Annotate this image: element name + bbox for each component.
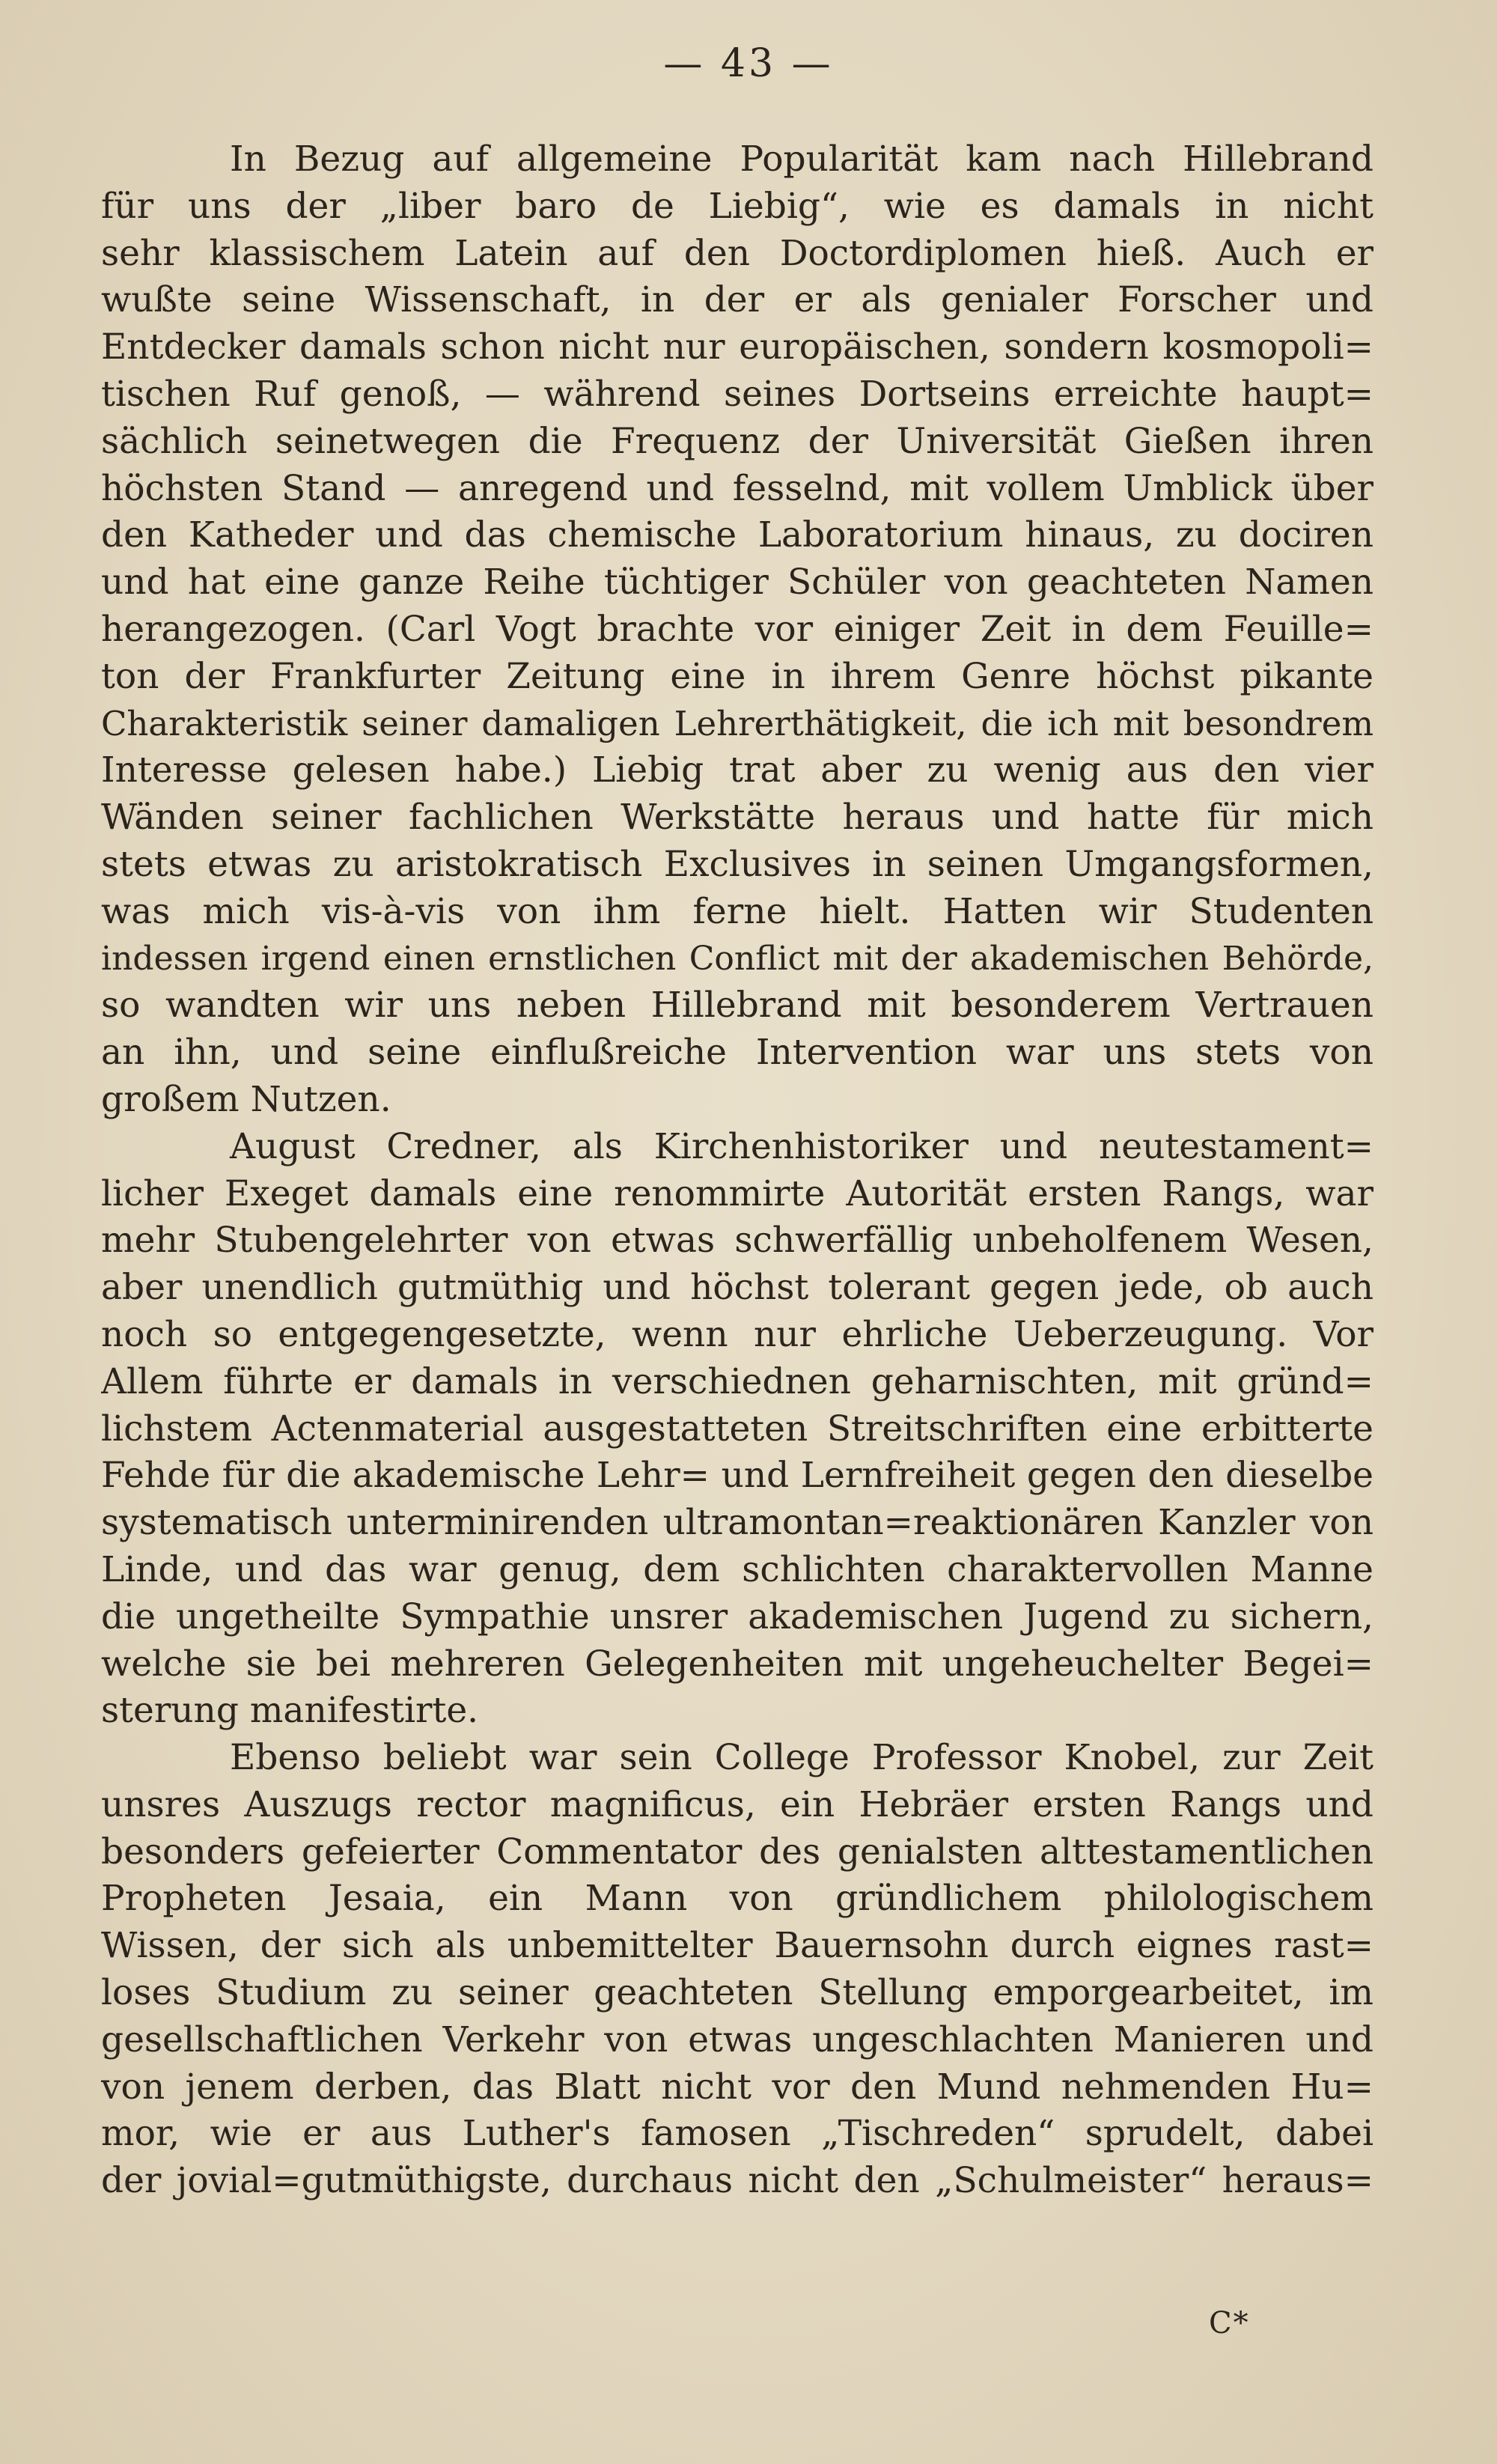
text-line: Fehde für die akademische Lehr= und Lernfreiheit gegen den dieselbe	[101, 1455, 1373, 1497]
paragraph-liebig	[101, 136, 1373, 1124]
text-line: großem Nutzen.	[101, 1078, 391, 1120]
text-line: die ungetheilte Sympathie unsrer akademischen Jugend zu sichern,	[101, 1595, 1373, 1637]
text-line: welche sie bei mehreren Gelegenheiten mit ungeheuchelter Begei=	[101, 1643, 1373, 1685]
text-line: Ebenso beliebt war sein College Professor Knobel, zur Zeit	[230, 1737, 1373, 1779]
text-line: der jovial=gutmüthigste, durchaus nicht den „Schulmeister“ heraus=	[101, 2160, 1373, 2202]
text-line: an ihn, und seine einflußreiche Intervention war uns stets von	[101, 1032, 1373, 1074]
page-number: — 43 —	[663, 41, 834, 86]
text-line: so wandten wir uns neben Hillebrand mit besonderem Vertrauen	[101, 985, 1373, 1026]
text-line: sterung manifestirte.	[101, 1690, 479, 1732]
text-line: gesellschaftlichen Verkehr von etwas ungeschlachten Manieren und	[101, 2019, 1373, 2060]
text-line: tischen Ruf genoß, — während seines Dortseins erreichte haupt=	[101, 373, 1373, 415]
text-line: von jenem derben, das Blatt nicht vor den Mund nehmenden Hu=	[101, 2066, 1373, 2108]
text-line: Linde, und das war genug, dem schlichten charaktervollen Manne	[101, 1548, 1373, 1590]
text-line: den Katheder und das chemische Laboratorium hinaus, zu dociren	[101, 514, 1373, 556]
text-line: noch so entgegengesetzte, wenn nur ehrliche Ueberzeugung. Vor	[101, 1313, 1373, 1355]
text-line: herangezogen. (Carl Vogt brachte vor einiger Zeit in dem Feuille=	[101, 608, 1373, 650]
text-line: unsres Auszugs rector magnificus, ein Hebräer ersten Rangs und	[101, 1783, 1373, 1825]
body-text	[101, 136, 1373, 2205]
text-line: licher Exeget damals eine renommirte Autorität ersten Rangs, war	[101, 1172, 1373, 1214]
text-line: In Bezug auf allgemeine Popularität kam nach Hillebrand	[230, 139, 1373, 180]
text-line: für uns der „liber baro de Liebig“, wie es damals in nicht	[101, 185, 1373, 227]
text-line: ton der Frankfurter Zeitung eine in ihrem Genre höchst pikante	[101, 655, 1373, 697]
text-line: was mich vis-à-vis von ihm ferne hielt. Hatten wir Studenten	[101, 890, 1373, 932]
text-line: Allem führte er damals in verschiednen geharnischten, mit gründ=	[101, 1360, 1373, 1402]
text-line: Wissen, der sich als unbemittelter Bauernsohn durch eignes rast=	[101, 1925, 1373, 1967]
text-line: Interesse gelesen habe.) Liebig trat aber zu wenig aus den vier	[101, 749, 1373, 791]
text-line: besonders gefeierter Commentator des genialsten alttestamentlichen	[101, 1831, 1373, 1873]
paragraph-knobel	[101, 1735, 1373, 2205]
text-line: Entdecker damals schon nicht nur europäischen, sondern kosmopoli=	[101, 326, 1373, 368]
text-line: und hat eine ganze Reihe tüchtiger Schüler von geachteten Namen	[101, 562, 1373, 603]
text-line: sehr klassischem Latein auf den Doctordiplomen hieß. Auch er	[101, 232, 1373, 274]
text-line: mehr Stubengelehrter von etwas schwerfällig unbeholfenem Wesen,	[101, 1220, 1373, 1262]
text-line: wußte seine Wissenschaft, in der er als genialer Forscher und	[101, 279, 1373, 321]
text-line: Charakteristik seiner damaligen Lehrerthätigkeit, die ich mit besondrem	[101, 703, 1373, 743]
text-line: stets etwas zu aristokratisch Exclusives in seinen Umgangsformen,	[101, 843, 1373, 885]
text-line: mor, wie er aus Luther's famosen „Tischreden“ sprudelt, dabei	[101, 2113, 1373, 2155]
text-line: loses Studium zu seiner geachteten Stellung emporgearbeitet, im	[101, 1972, 1373, 2014]
text-line: aber unendlich gutmüthig und höchst tolerant gegen jede, ob auch	[101, 1267, 1373, 1309]
text-line: August Credner, als Kirchenhistoriker und neutestament=	[230, 1125, 1373, 1167]
text-line: Propheten Jesaia, ein Mann von gründlichem philologischem	[101, 1878, 1373, 1920]
text-line: lichstem Actenmaterial ausgestatteten Streitschriften eine erbitterte	[101, 1408, 1373, 1449]
paragraph-credner	[101, 1124, 1373, 1735]
signature-mark: C*	[1209, 2306, 1250, 2340]
text-line: höchsten Stand — anregend und fesselnd, mit vollem Umblick über	[101, 467, 1373, 509]
text-line: sächlich seinetwegen die Frequenz der Universität Gießen ihren	[101, 420, 1373, 462]
text-line: Wänden seiner fachlichen Werkstätte heraus und hatte für mich	[101, 797, 1373, 839]
text-line: indessen irgend einen ernstlichen Conflict mit der akademischen Behörde,	[101, 939, 1373, 978]
text-line: systematisch unterminirenden ultramontan=reaktionären Kanzler von	[101, 1502, 1373, 1544]
